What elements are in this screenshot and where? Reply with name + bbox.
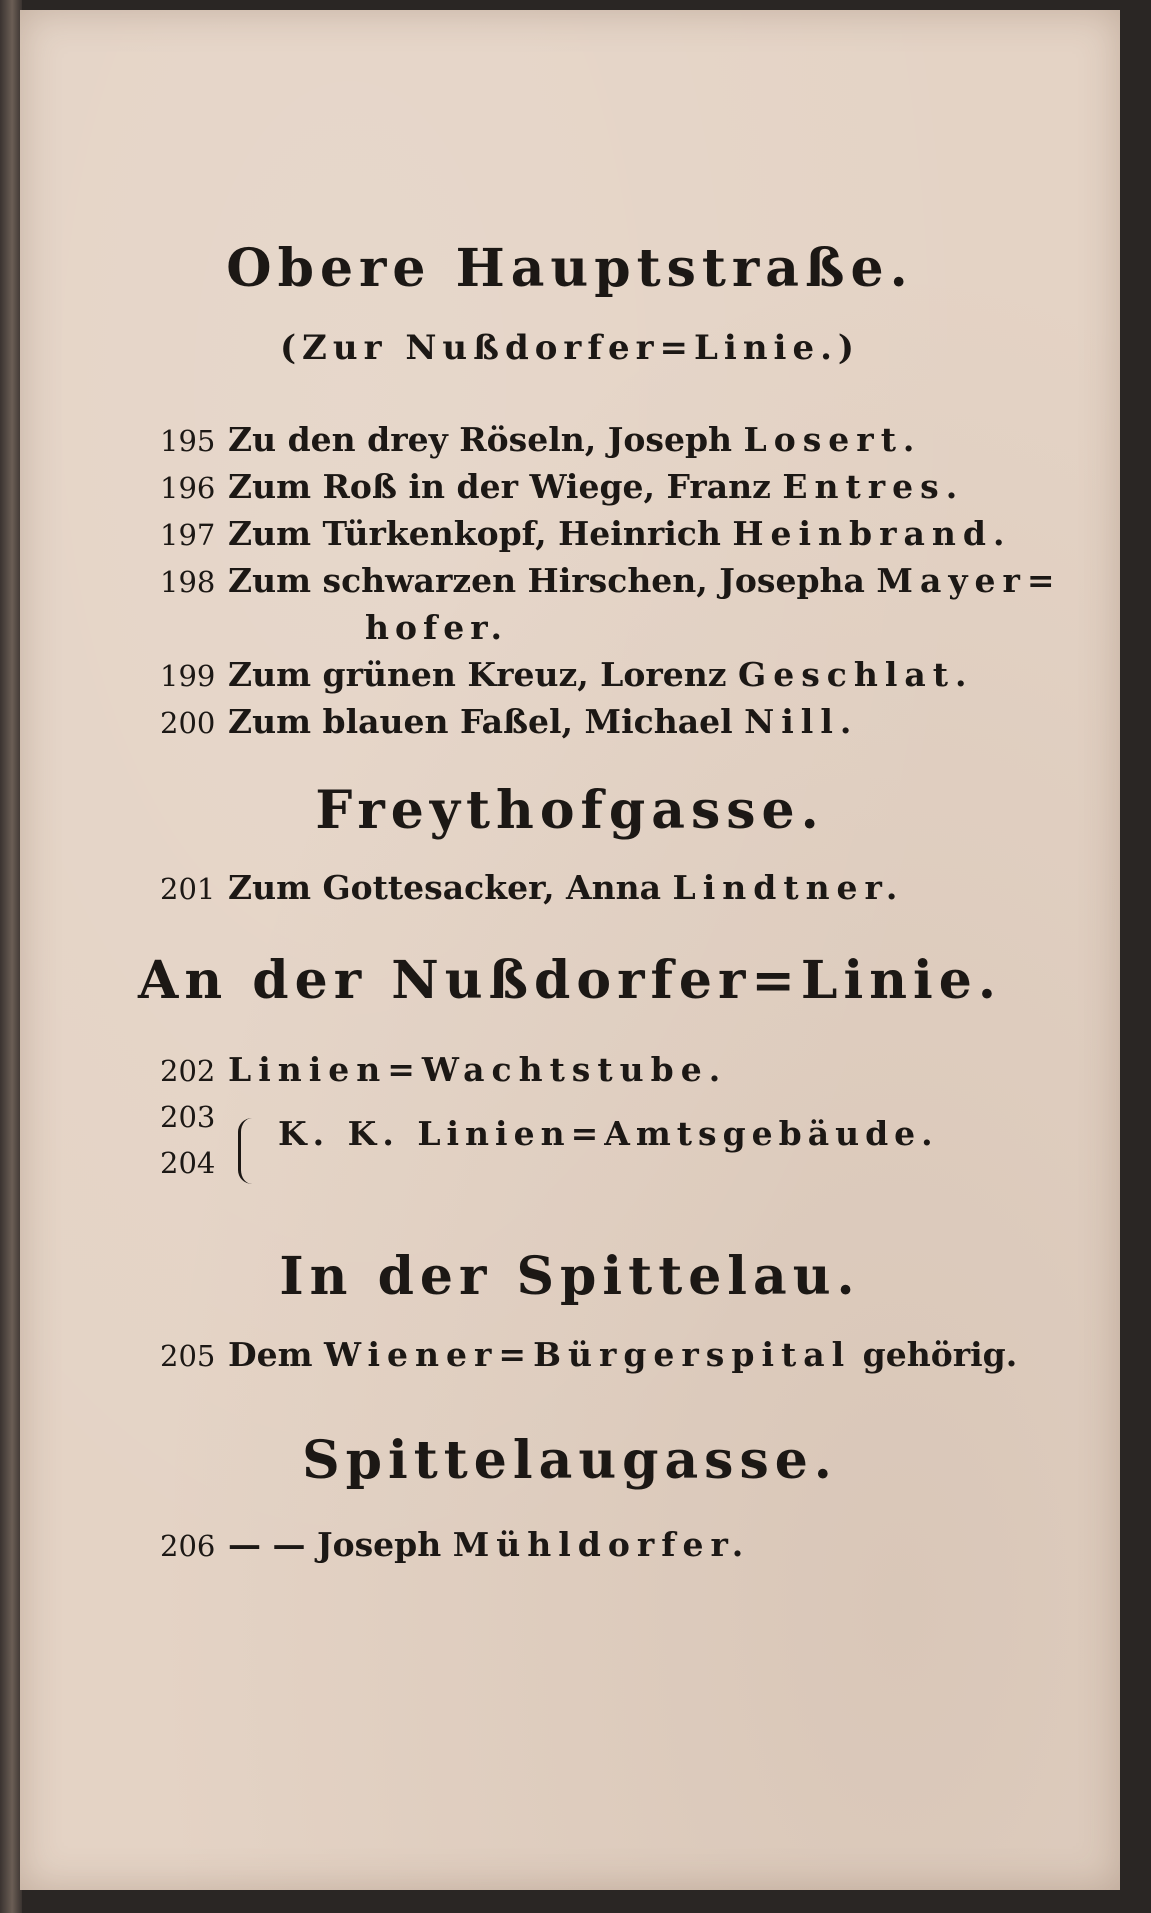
section-title-spittelau: In der Spittelau. xyxy=(279,1246,861,1307)
entry-198 xyxy=(160,561,1060,600)
entry-text: Zum grünen Kreuz, Lorenz xyxy=(228,655,739,694)
section-title-obere-hauptstrasse: Obere Hauptstraße. xyxy=(226,238,914,299)
entry-number-204: 204 xyxy=(160,1146,216,1180)
entry-number: 197 xyxy=(160,518,216,552)
bracket-group-text: K. K. Linien=Amtsgebäude. xyxy=(278,1114,939,1153)
entry-number: 206 xyxy=(160,1529,216,1563)
entry-number-203: 203 xyxy=(160,1100,216,1134)
entry-199 xyxy=(160,655,1060,694)
entry-name: Geschlat. xyxy=(738,655,974,694)
entry-number: 199 xyxy=(160,659,216,693)
entry-number: 200 xyxy=(160,706,216,740)
entry-number: 198 xyxy=(160,565,216,599)
entry-name: Lindtner. xyxy=(672,868,905,907)
entry-text: Dem xyxy=(228,1335,325,1374)
entry-text: Zu den drey Röseln, Joseph xyxy=(228,420,744,459)
entry-name: Mayer= xyxy=(876,561,1062,600)
entry-197 xyxy=(160,514,1060,553)
entry-name: Nill. xyxy=(744,702,859,741)
entry-text: Zum schwarzen Hirschen, Josepha xyxy=(228,561,877,600)
entry-text: Zum Roß in der Wiege, Franz xyxy=(228,467,783,506)
entry-text: Zum Türkenkopf, Heinrich xyxy=(228,514,733,553)
entry-196 xyxy=(160,467,1060,506)
entry-number: 196 xyxy=(160,471,216,505)
entry-name: Losert. xyxy=(743,420,922,459)
entry-195 xyxy=(160,420,1060,459)
entry-206 xyxy=(160,1525,1060,1564)
entry-text: Zum Gottesacker, Anna xyxy=(228,868,673,907)
section-title-nussdorfer-linie: An der Nußdorfer=Linie. xyxy=(138,950,1002,1011)
entry-name: Entres. xyxy=(782,467,965,506)
book-spine xyxy=(0,0,22,1913)
entry-202 xyxy=(160,1050,1060,1089)
entry-198-continuation: hofer. xyxy=(365,608,509,647)
section-subtitle: (Zur Nußdorfer=Linie.) xyxy=(279,328,861,368)
section-title-spittelaugasse: Spittelaugasse. xyxy=(302,1430,838,1491)
entry-name: Wiener=Bürgerspital xyxy=(324,1335,852,1374)
entry-text: Zum blauen Faßel, Michael xyxy=(228,702,745,741)
entry-number: 202 xyxy=(160,1054,216,1088)
entry-number: 195 xyxy=(160,424,216,458)
entry-name: Linien=Wachtstube. xyxy=(228,1050,728,1089)
book-page xyxy=(20,10,1120,1890)
entry-suffix: gehörig. xyxy=(851,1335,1018,1374)
curly-brace-icon xyxy=(238,1118,255,1184)
section-title-freythofgasse: Freythofgasse. xyxy=(315,780,825,841)
entry-text: — — Joseph xyxy=(228,1525,453,1564)
entry-name: Heinbrand. xyxy=(732,514,1012,553)
entry-number: 201 xyxy=(160,872,216,906)
entry-200 xyxy=(160,702,1060,741)
entry-205 xyxy=(160,1335,1060,1374)
entry-number: 205 xyxy=(160,1339,216,1373)
entry-name: Mühldorfer. xyxy=(452,1525,751,1564)
entry-201 xyxy=(160,868,1060,907)
